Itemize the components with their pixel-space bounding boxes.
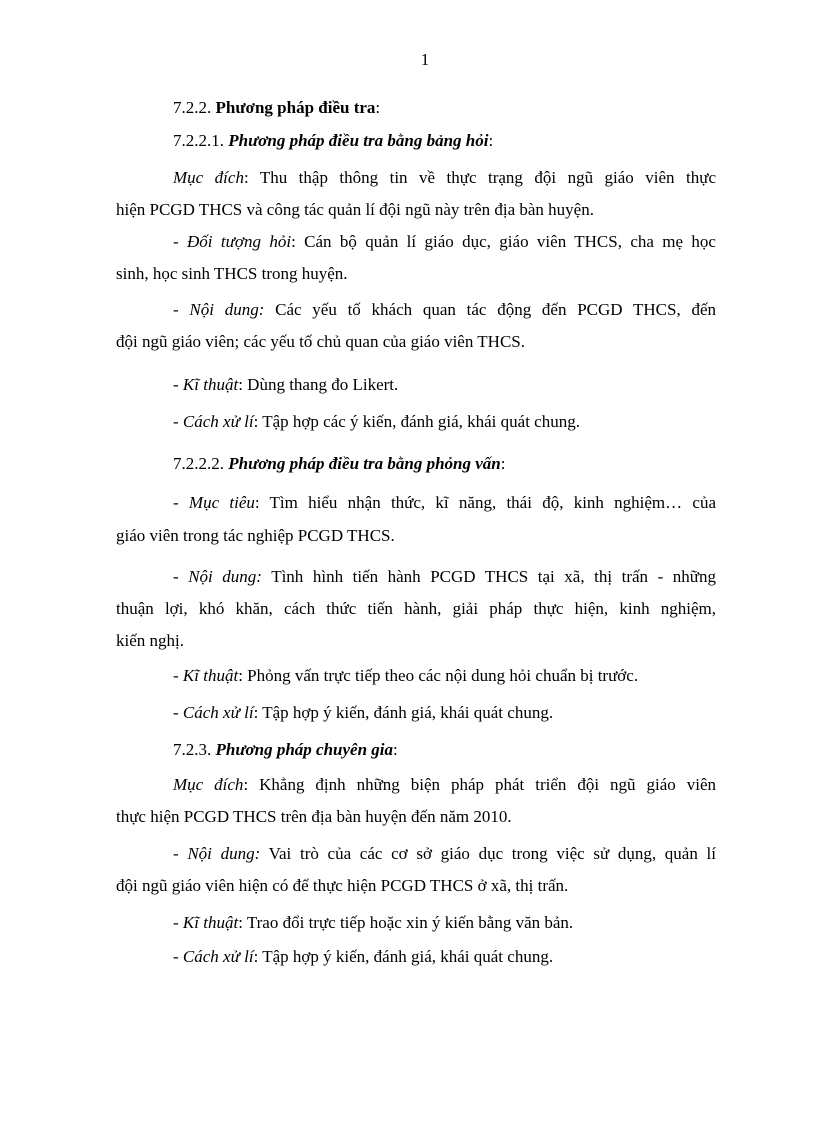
paragraph-line: hiện PCGD THCS và công tác quản lí đội ngũ này trên địa bàn huyện.	[116, 200, 594, 219]
paragraph-cach-xu-li-2	[173, 702, 553, 724]
paragraph-text: Các yếu tố khách quan tác động đến PCGD THCS, đến	[264, 300, 716, 319]
heading-title: Phương pháp chuyên gia	[215, 740, 394, 759]
page-number: 1	[420, 50, 430, 69]
term-label: Nội dung:	[188, 567, 262, 586]
paragraph-text: : Khẳng định những biện pháp phát triển đội ngũ giáo viên	[243, 775, 716, 794]
term-label: Nội dung:	[189, 300, 265, 319]
term-label: Cách xử lí	[182, 703, 254, 722]
paragraph-text: : Cán bộ quản lí giáo dục, giáo viên THCS, cha mẹ học	[291, 232, 716, 251]
paragraph-muc-tieu	[116, 492, 716, 514]
list-dash: -	[173, 947, 183, 966]
term-label: Kĩ thuật	[182, 666, 239, 685]
heading-colon: :	[488, 131, 494, 150]
paragraph-line: thuận lợi, khó khăn, cách thức tiến hành, giải pháp thực hiện, kinh nghiệm,	[116, 599, 716, 618]
list-dash: -	[173, 300, 190, 319]
paragraph-muc-dich-2	[116, 774, 716, 796]
paragraph-text: : Trao đổi trực tiếp hoặc xin ý kiến bằng văn bản.	[238, 913, 574, 932]
term-label: Nội dung:	[187, 844, 261, 863]
paragraph-cach-xu-li-3	[173, 946, 553, 968]
paragraph-text: : Phỏng vấn trực tiếp theo các nội dung hỏi chuẩn bị trước.	[238, 666, 639, 685]
paragraph-text: Vai trò của các cơ sở giáo dục trong việc sử dụng, quản lí	[260, 844, 716, 863]
paragraph-line: kiến nghị.	[116, 631, 184, 650]
paragraph-text: : Tập hợp ý kiến, đánh giá, khái quát chung.	[253, 703, 554, 722]
list-dash: -	[173, 375, 183, 394]
heading-title: Phương pháp điều tra bằng phỏng vấn	[228, 454, 501, 473]
heading-colon: :	[500, 454, 506, 473]
paragraph-line: giáo viên trong tác nghiệp PCGD THCS.	[116, 526, 395, 545]
term-label: Kĩ thuật	[182, 375, 239, 394]
list-dash: -	[173, 493, 189, 512]
term-label: Mục đích	[173, 168, 244, 187]
paragraph-line: thực hiện PCGD THCS trên địa bàn huyện đến năm 2010.	[116, 807, 512, 826]
paragraph-text: : Tìm hiểu nhận thức, kĩ năng, thái độ, kinh nghiệm… của	[254, 493, 716, 512]
heading-number: 7.2.2.1.	[173, 131, 229, 150]
list-dash: -	[173, 703, 183, 722]
paragraph-line: đội ngũ giáo viên; các yếu tố chủ quan của giáo viên THCS.	[116, 332, 526, 351]
paragraph-noi-dung-3	[116, 843, 716, 865]
paragraph-doi-tuong	[116, 231, 716, 253]
paragraph-line: sinh, học sinh THCS trong huyện.	[116, 264, 348, 283]
list-dash: -	[173, 232, 188, 251]
heading-7-2-3	[173, 739, 398, 761]
heading-title: Phương pháp điều tra	[215, 98, 376, 117]
heading-number: 7.2.2.	[173, 98, 216, 117]
paragraph-ki-thuat-3	[173, 912, 573, 934]
heading-number: 7.2.2.2.	[173, 454, 229, 473]
list-dash: -	[173, 567, 189, 586]
paragraph-ki-thuat-2	[173, 665, 638, 687]
paragraph-text: : Tập hợp các ý kiến, đánh giá, khái quát chung.	[253, 412, 580, 431]
paragraph-text: : Dùng thang đo Likert.	[238, 375, 399, 394]
term-label: Cách xử lí	[182, 412, 254, 431]
paragraph-line: đội ngũ giáo viên hiện có để thực hiện PCGD THCS ở xã, thị trấn.	[116, 876, 569, 895]
paragraph-noi-dung-1	[116, 299, 716, 321]
heading-7-2-2	[173, 97, 380, 119]
heading-colon: :	[393, 740, 398, 759]
term-label: Đối tượng hỏi	[187, 232, 292, 251]
paragraph-noi-dung-2	[116, 566, 716, 588]
heading-title: Phương pháp điều tra bằng bảng hỏi	[228, 131, 489, 150]
paragraph-text: Tình hình tiến hành PCGD THCS tại xã, thị trấn - những	[261, 567, 716, 586]
paragraph-ki-thuat-1	[173, 374, 398, 396]
list-dash: -	[173, 412, 183, 431]
term-label: Mục đích	[173, 775, 244, 794]
paragraph-cach-xu-li-1	[173, 411, 580, 433]
paragraph-text: : Tập hợp ý kiến, đánh giá, khái quát chung.	[253, 947, 554, 966]
heading-7-2-2-2	[173, 453, 505, 475]
term-label: Kĩ thuật	[182, 913, 239, 932]
paragraph-text: : Thu thập thông tin về thực trạng đội ngũ giáo viên thực	[243, 168, 716, 187]
heading-number: 7.2.3.	[173, 740, 216, 759]
term-label: Mục tiêu	[188, 493, 255, 512]
heading-7-2-2-1	[173, 130, 493, 152]
list-dash: -	[173, 844, 188, 863]
list-dash: -	[173, 666, 183, 685]
list-dash: -	[173, 913, 183, 932]
heading-colon: :	[375, 98, 381, 117]
term-label: Cách xử lí	[182, 947, 254, 966]
paragraph-muc-dich-1	[116, 167, 716, 189]
